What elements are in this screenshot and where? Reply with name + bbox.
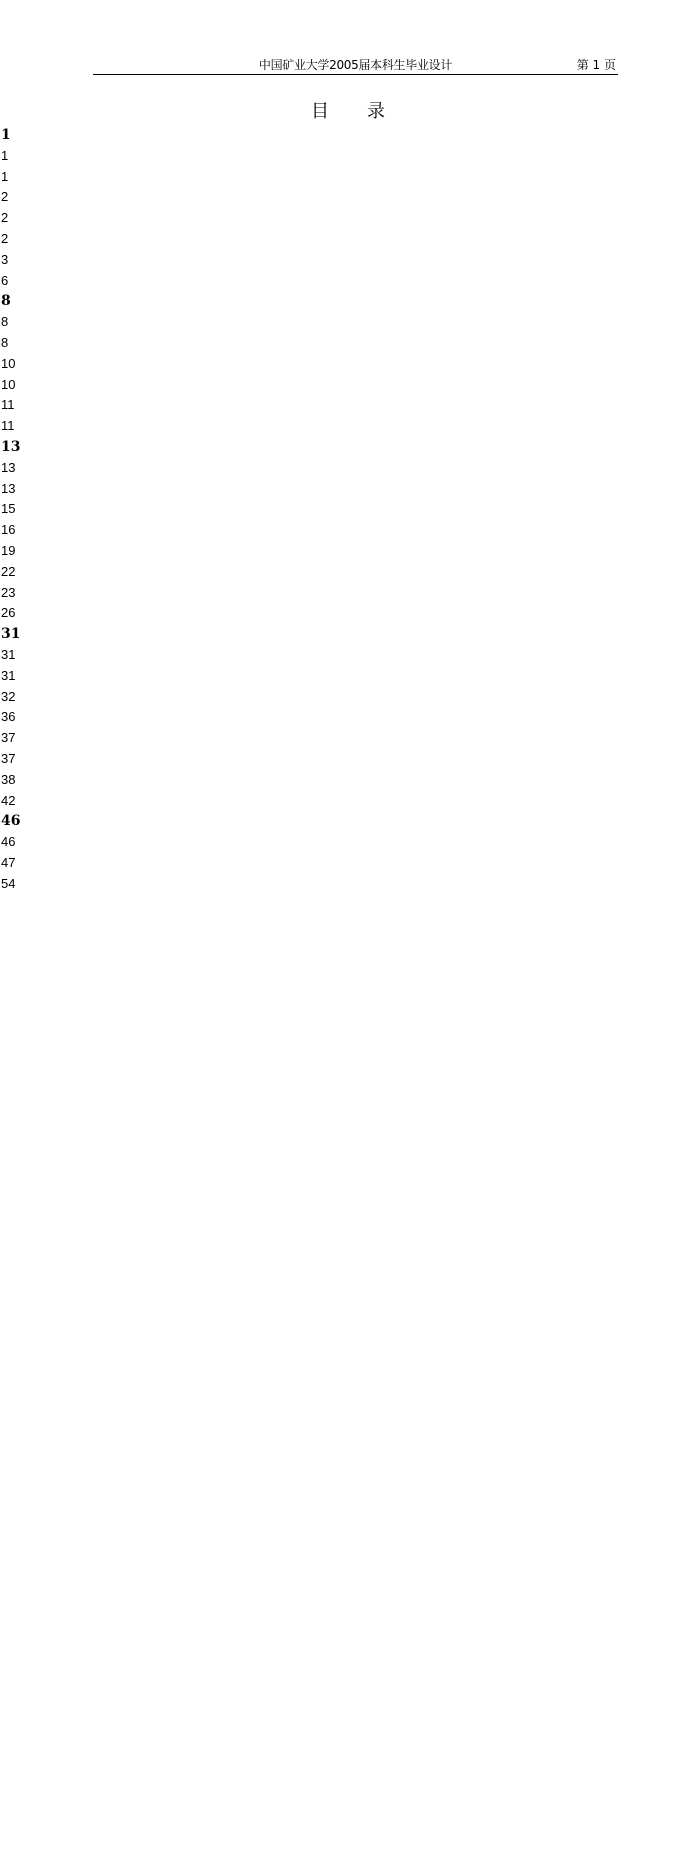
toc-heading-char-2: 录 xyxy=(367,101,385,122)
toc-entry-level-2[interactable] xyxy=(0,416,619,437)
toc-entry-level-3[interactable] xyxy=(0,666,619,687)
toc-entry-level-2[interactable] xyxy=(0,312,619,333)
toc-entry-level-1[interactable] xyxy=(0,125,622,146)
toc-entry-page-number: 8 xyxy=(0,291,696,1274)
toc-entry-page-number: 11 xyxy=(0,416,696,1399)
toc-entry-level-3[interactable] xyxy=(0,707,619,728)
toc-entry-level-2[interactable] xyxy=(0,167,619,188)
toc-entry-page-number: 32 xyxy=(0,687,696,1670)
page-header xyxy=(93,56,618,75)
toc-entry-page-number: 46 xyxy=(0,832,696,1815)
toc-entry-page-number: 11 xyxy=(0,395,696,1378)
toc-entry-page-number: 46 xyxy=(0,811,696,1794)
toc-entry-page-number: 22 xyxy=(0,562,696,1545)
header-page-number: 第 1 页 xyxy=(576,58,616,72)
toc-entry-level-3[interactable] xyxy=(0,853,619,874)
toc-entry-level-3[interactable] xyxy=(0,187,619,208)
toc-entry-level-3[interactable] xyxy=(0,749,619,770)
toc-entry-page-number: 3 xyxy=(0,250,696,1233)
toc-entry-page-number: 16 xyxy=(0,520,696,1503)
header-title: 中国矿业大学2005届本科生毕业设计 xyxy=(258,58,453,72)
toc-heading-char-1: 目 xyxy=(311,101,329,122)
toc-entry-level-2[interactable] xyxy=(0,645,619,666)
toc-entry-page-number: 1 xyxy=(0,146,696,1129)
toc-entry-level-2[interactable] xyxy=(0,271,619,292)
toc-entry-page-number: 36 xyxy=(0,707,696,1690)
toc-heading xyxy=(0,101,696,123)
toc-entry-level-3[interactable] xyxy=(0,229,619,250)
toc-entry-level-2[interactable] xyxy=(0,832,619,853)
toc-entry-level-3[interactable] xyxy=(0,499,619,520)
toc-entry-level-3[interactable] xyxy=(0,874,619,895)
toc-entry-page-number: 13 xyxy=(0,437,696,1420)
toc-entry-level-1[interactable] xyxy=(0,291,622,312)
toc-entry-level-3[interactable] xyxy=(0,208,619,229)
toc-entry-page-number: 54 xyxy=(0,874,696,1857)
toc-entry-page-number: 23 xyxy=(0,583,696,1566)
toc-entry-level-2[interactable] xyxy=(0,728,619,749)
toc-entry-page-number: 1 xyxy=(0,167,696,1150)
toc-entry-page-number: 38 xyxy=(0,770,696,1753)
toc-entry-level-3[interactable] xyxy=(0,520,619,541)
toc-entry-level-2[interactable] xyxy=(0,603,619,624)
toc-entry-level-3[interactable] xyxy=(0,562,619,583)
toc-entry-page-number: 13 xyxy=(0,479,696,1462)
toc-entry-page-number: 6 xyxy=(0,271,696,1254)
toc-entry-level-3[interactable] xyxy=(0,354,619,375)
toc-entry-page-number: 31 xyxy=(0,645,696,1628)
toc-entry-page-number: 10 xyxy=(0,375,696,1358)
toc-entry-level-2[interactable] xyxy=(0,583,619,604)
toc-entry-level-3[interactable] xyxy=(0,791,619,812)
toc-entry-page-number: 15 xyxy=(0,499,696,1482)
toc-entry-page-number: 42 xyxy=(0,791,696,1774)
toc-entry-page-number: 19 xyxy=(0,541,696,1524)
toc-entry-page-number: 37 xyxy=(0,728,696,1711)
toc-entry-level-2[interactable] xyxy=(0,146,619,167)
toc-entry-level-1[interactable] xyxy=(0,624,622,645)
toc-entry-level-3[interactable] xyxy=(0,395,619,416)
toc-entry-page-number: 37 xyxy=(0,749,696,1732)
table-of-contents xyxy=(0,125,696,894)
toc-entry-level-1[interactable] xyxy=(0,437,622,458)
toc-entry-level-3[interactable] xyxy=(0,541,619,562)
toc-entry-page-number: 47 xyxy=(0,853,696,1836)
toc-entry-level-3[interactable] xyxy=(0,375,619,396)
toc-entry-page-number: 2 xyxy=(0,229,696,1212)
toc-entry-level-2[interactable] xyxy=(0,458,619,479)
toc-entry-level-3[interactable] xyxy=(0,333,619,354)
toc-entry-page-number: 2 xyxy=(0,208,696,1191)
toc-entry-page-number: 1 xyxy=(0,125,696,1108)
toc-entry-page-number: 8 xyxy=(0,333,696,1316)
toc-entry-page-number: 31 xyxy=(0,666,696,1649)
toc-entry-level-2[interactable] xyxy=(0,250,619,271)
toc-entry-page-number: 31 xyxy=(0,624,696,1607)
toc-entry-level-1[interactable] xyxy=(0,811,622,832)
toc-entry-level-3[interactable] xyxy=(0,770,619,791)
toc-entry-level-3[interactable] xyxy=(0,479,619,500)
toc-entry-page-number: 8 xyxy=(0,312,696,1295)
toc-entry-level-3[interactable] xyxy=(0,687,619,708)
toc-entry-page-number: 26 xyxy=(0,603,696,1586)
toc-entry-page-number: 2 xyxy=(0,187,696,1170)
toc-entry-page-number: 10 xyxy=(0,354,696,1337)
toc-entry-page-number: 13 xyxy=(0,458,696,1441)
